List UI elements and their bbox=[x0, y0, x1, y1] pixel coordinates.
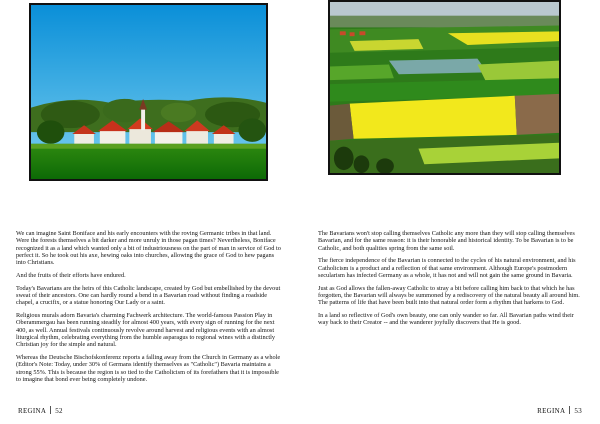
paragraph: Just as God allows the fallen-away Catholic to stray a bit before calling him back to that which he has forgotten, the Bavarian will always be summoned by a rediscovery of the natural beauty all around him. The patterns of life that have been built into that natural order form a rhythm that harkens to God. bbox=[318, 284, 580, 307]
rapeseed-fields-photo bbox=[328, 0, 561, 175]
paragraph: We can imagine Saint Boniface and his early encounters with the roving Germanic tribes in that land. Were the forests themselves a bit darker and more unruly in those pagan times? Nevertheless, Boniface recognized it as a land which wanted only a bit of industriousness on the part of man in service of God to perfect it. So he took out his axe, hewing oaks into churches, allowing the grace of God to hew pagans into Christians. bbox=[16, 230, 281, 267]
paragraph: The Bavarians won't stop calling themselves Catholic any more than they will stop calling themselves Bavarian, and for the same reason: it is their honorable and historical identity. To be Bavarian is to be Catholic, and both qualities spring from the same soil. bbox=[318, 230, 575, 252]
magazine-name: REGINA bbox=[18, 407, 47, 415]
paragraph: Religious murals adorn Bavaria's charming Fachwerk architecture. The world-famous Passion Play in Oberammergau has been running steadily for almost 400 years, with every sign of running for the next 400, as well. Annual festivals continuously revolve around harvest and religious events with an almost liturgical rhythm, celebrating everything from the humble asparagus to regional wines with a distinctly Christian joy for the simple and natural. bbox=[16, 312, 276, 349]
paragraph: Today's Bavarians are the heirs of this Catholic landscape, created by God but embellished by the devout sweat of their ancestors. One can hardly round a bend in a Bavarian road without finding a roadside chapel, a crucifix, or a statue honoring Our Lady or a saint. bbox=[16, 284, 281, 307]
left-page-body bbox=[16, 230, 282, 389]
right-page-footer bbox=[537, 406, 582, 416]
right-page-body bbox=[318, 230, 582, 332]
magazine-name: REGINA bbox=[537, 407, 566, 415]
page-number: 52 bbox=[55, 407, 63, 415]
paragraph: In a land so reflective of God's own beauty, one can only wander so far. All Bavarian paths wind their way back to their Creator -- and the wanderer joyfully discovers that He is good. bbox=[318, 312, 574, 327]
village-landscape-photo bbox=[29, 3, 268, 181]
footer-divider bbox=[50, 406, 51, 414]
paragraph: And the fruits of their efforts have endured. bbox=[16, 271, 126, 279]
page-number: 53 bbox=[574, 407, 582, 415]
left-page-footer bbox=[18, 406, 63, 416]
footer-divider bbox=[569, 406, 570, 414]
paragraph: Whereas the Deutsche Bischofskonferenz reports a falling away from the Church in Germany as a whole (Editor's Note: Today, under 30% of Germans identify themselves as "Catholic") Bavaria maintains a strong 55%. This is because the region is so tied to the Catholicism of its forefathers that it is impossible to imagine that bond ever being completely undone. bbox=[16, 354, 281, 384]
paragraph: The fierce independence of the Bavarian is connected to the cycles of his natural environment, and his Catholicism is a product and a reflection of that same environment. Although Europe's postmodern secularism has infected Germany as a whole, it has not and will not gain the same ground in Bavaria. bbox=[318, 257, 576, 279]
